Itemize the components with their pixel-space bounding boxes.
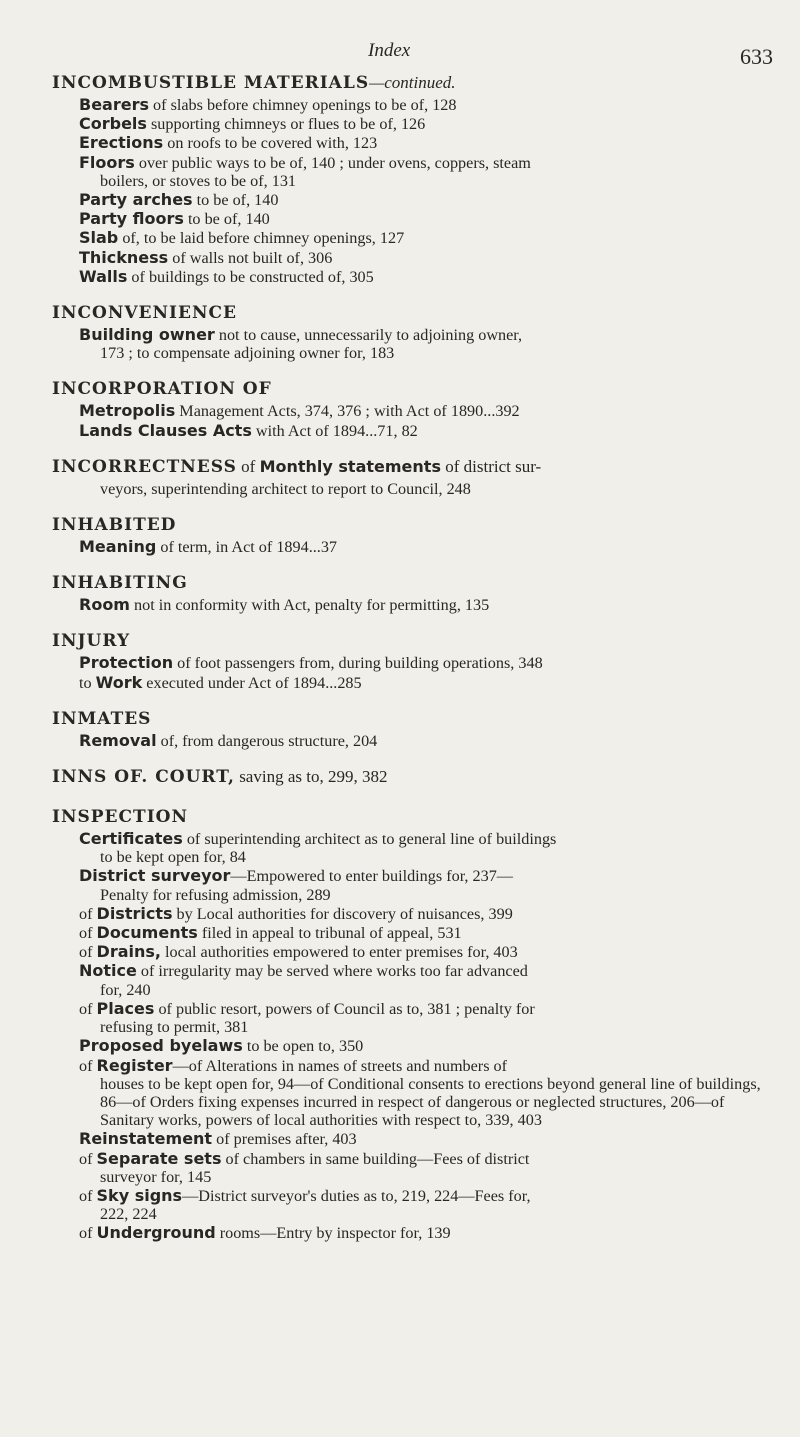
heading-text: INNS OF. COURT, xyxy=(52,767,235,788)
entry-continuation: 173 ; to compensate adjoining owner for, 183 xyxy=(100,344,395,363)
entry-keyword: Room xyxy=(79,595,130,615)
entry-keyword: Protection xyxy=(79,653,174,673)
entry-text: of irregularity may be served where works too far advanced xyxy=(136,962,528,981)
entry-text: of chambers in same building—Fees of district xyxy=(221,1149,530,1168)
entry-text: not to cause, unnecessarily to adjoining owner, xyxy=(214,326,523,345)
entry-keyword: Metropolis xyxy=(79,401,176,421)
heading-continued: —continued. xyxy=(369,73,456,92)
entry-keyword: Walls xyxy=(79,266,128,286)
entry-keyword: Register xyxy=(96,1055,173,1075)
index-section-inmates xyxy=(52,706,764,750)
entry-prefix: of xyxy=(79,1224,97,1243)
entry-prefix: of xyxy=(79,999,97,1018)
entry-text: to be open to, 350 xyxy=(242,1037,364,1056)
page-number: 633 xyxy=(740,44,773,69)
index-entry xyxy=(52,134,764,152)
entry-keyword: Places xyxy=(96,998,155,1018)
entry-text: local authorities empowered to enter premises for, 403 xyxy=(160,943,518,962)
entry-text: not in conformity with Act, penalty for permitting, 135 xyxy=(129,596,490,615)
heading-keyword: Monthly statements xyxy=(259,456,441,476)
heading-text: INCORRECTNESS xyxy=(52,456,237,477)
entry-text: to be of, 140 xyxy=(183,210,270,229)
entry-continuation: refusing to permit, 381 xyxy=(100,1018,249,1037)
index-entry xyxy=(52,905,764,923)
section-heading xyxy=(52,706,764,732)
index-entry xyxy=(52,732,764,750)
index-entry xyxy=(52,924,764,942)
index-section-incorrectness xyxy=(52,454,764,498)
index-section-inspection xyxy=(52,804,764,1242)
index-entry xyxy=(52,268,764,286)
entry-text: by Local authorities for discovery of nuisances, 399 xyxy=(172,904,513,923)
index-entry xyxy=(52,596,764,614)
entry-keyword: Lands Clauses Acts xyxy=(79,420,252,440)
entry-text: on roofs to be covered with, 123 xyxy=(163,134,378,153)
heading-tail: saving as to, 299, 382 xyxy=(234,767,388,787)
entry-prefix: of xyxy=(79,1056,97,1075)
entry-prefix: of xyxy=(79,1149,97,1168)
entry-keyword: District surveyor xyxy=(79,866,231,886)
entry-keyword: Reinstatement xyxy=(79,1129,213,1149)
entry-text: —Empowered to enter buildings for, 237— xyxy=(230,867,513,886)
index-section-inns xyxy=(52,764,764,790)
heading-text: INHABITING xyxy=(52,573,188,594)
entry-text: of premises after, 403 xyxy=(212,1130,357,1149)
entry-keyword: Bearers xyxy=(79,95,149,114)
entry-keyword: Slab xyxy=(79,228,119,248)
entry-continuation: houses to be kept open for, 94—of Conditional consents to erections beyond general line of buildings, 86—of Orders fixing expenses incurred in respect of dangerous or neglected structures, 206—of Sanitary works, powers of local authorities with respect to, 339, 403 xyxy=(100,1074,761,1130)
heading-continuation: veyors, superintending architect to report to Council, 248 xyxy=(100,479,471,498)
entry-keyword: Separate sets xyxy=(96,1148,222,1168)
index-entry xyxy=(52,96,764,114)
index-entry xyxy=(52,191,764,209)
section-heading xyxy=(52,70,764,96)
heading-tail: of xyxy=(236,456,260,476)
entry-text: supporting chimneys or flues to be of, 126 xyxy=(146,115,426,134)
entry-prefix: to xyxy=(79,673,96,692)
entry-keyword: Districts xyxy=(96,903,173,923)
entry-text: rooms—Entry by inspector for, 139 xyxy=(215,1224,451,1243)
section-heading xyxy=(52,570,764,596)
running-head: Index xyxy=(368,40,411,61)
section-heading xyxy=(52,376,764,402)
entry-text: of, to be laid before chimney openings, 127 xyxy=(118,229,405,248)
index-entry xyxy=(52,154,764,190)
entry-keyword: Building owner xyxy=(79,325,215,345)
entry-text: of, from dangerous structure, 204 xyxy=(156,731,378,750)
index-entry xyxy=(52,1057,764,1130)
entry-keyword: Meaning xyxy=(79,537,157,557)
entry-keyword: Work xyxy=(95,672,143,692)
heading-text: INHABITED xyxy=(52,515,177,536)
entry-keyword: Party arches xyxy=(79,190,193,210)
index-section-inhabited xyxy=(52,512,764,556)
index-section-inhabiting xyxy=(52,570,764,614)
entry-prefix: of xyxy=(79,904,97,923)
entry-keyword: Proposed byelaws xyxy=(79,1036,243,1056)
entry-text: of foot passengers from, during building operations, 348 xyxy=(173,654,543,673)
index-entry xyxy=(52,115,764,133)
index-section-injury xyxy=(52,628,764,691)
entry-keyword: Corbels xyxy=(79,114,147,134)
section-heading xyxy=(52,454,764,480)
heading-text: INJURY xyxy=(52,631,131,652)
section-heading xyxy=(52,804,764,830)
index-entry xyxy=(52,249,764,267)
entry-text: with Act of 1894...71, 82 xyxy=(251,421,418,440)
heading-text: INCOMBUSTIBLE MATERIALS xyxy=(52,73,370,93)
index-content xyxy=(52,70,764,1257)
index-entry xyxy=(52,538,764,556)
index-entry xyxy=(52,867,764,903)
index-entry xyxy=(52,962,764,998)
index-entry xyxy=(52,654,764,672)
index-entry xyxy=(52,1187,764,1223)
entry-keyword: Drains, xyxy=(96,942,161,962)
index-entry xyxy=(52,402,764,420)
index-section-incombustible xyxy=(52,70,764,286)
entry-text: executed under Act of 1894...285 xyxy=(142,673,362,692)
section-heading xyxy=(52,764,764,790)
entry-text: of slabs before chimney openings to be of, 128 xyxy=(149,96,457,114)
entry-keyword: Erections xyxy=(79,133,164,153)
index-entry xyxy=(52,1037,764,1055)
entry-continuation: for, 240 xyxy=(100,980,151,999)
entry-text: filed in appeal to tribunal of appeal, 531 xyxy=(197,924,462,943)
index-section-inconvenience xyxy=(52,300,764,362)
heading-text: INCORPORATION OF xyxy=(52,379,272,400)
entry-keyword: Removal xyxy=(79,730,157,750)
section-heading xyxy=(52,300,764,326)
entry-keyword: Documents xyxy=(96,923,198,943)
entry-continuation: boilers, or stoves to be of, 131 xyxy=(100,171,297,190)
index-entry xyxy=(52,830,764,866)
entry-prefix: of xyxy=(79,924,97,943)
entry-continuation: Penalty for refusing admission, 289 xyxy=(100,885,331,904)
entry-keyword: Underground xyxy=(96,1223,216,1243)
index-entry xyxy=(52,1000,764,1036)
entry-keyword: Floors xyxy=(79,152,135,172)
heading-text: INSPECTION xyxy=(52,807,188,828)
heading-text: INMATES xyxy=(52,708,152,729)
index-entry xyxy=(52,229,764,247)
section-heading xyxy=(52,628,764,654)
index-entry xyxy=(52,674,764,692)
entry-text: of walls not built of, 306 xyxy=(168,248,333,267)
entry-prefix: of xyxy=(79,1186,97,1205)
index-entry xyxy=(52,943,764,961)
entry-continuation: 222, 224 xyxy=(100,1205,157,1224)
heading-text: INCONVENIENCE xyxy=(52,303,237,324)
entry-text: of superintending architect as to general line of buildings xyxy=(182,830,557,849)
entry-continuation: surveyor for, 145 xyxy=(100,1167,212,1186)
entry-text: of buildings to be constructed of, 305 xyxy=(127,267,374,286)
entry-text: —of Alterations in names of streets and numbers of xyxy=(172,1056,508,1075)
index-entry xyxy=(52,326,764,362)
heading-tail-text: of district sur- xyxy=(440,456,542,476)
entry-text: of public resort, powers of Council as to, 381 ; penalty for xyxy=(154,999,535,1018)
entry-text: of term, in Act of 1894...37 xyxy=(156,538,338,557)
entry-text: Management Acts, 374, 376 ; with Act of 1890...392 xyxy=(175,402,520,421)
entry-continuation: to be kept open for, 84 xyxy=(100,848,246,867)
index-entry xyxy=(52,210,764,228)
entry-keyword: Certificates xyxy=(79,829,183,849)
index-entry xyxy=(52,1150,764,1186)
index-entry xyxy=(52,1224,764,1242)
index-section-incorporation xyxy=(52,376,764,439)
section-heading xyxy=(52,512,764,538)
entry-text: —District surveyor's duties as to, 219, 224—Fees for, xyxy=(182,1186,531,1205)
entry-keyword: Notice xyxy=(79,961,137,981)
entry-keyword: Thickness xyxy=(79,247,169,267)
index-entry xyxy=(52,1130,764,1148)
entry-prefix: of xyxy=(79,943,97,962)
entry-keyword: Sky signs xyxy=(96,1185,183,1205)
index-entry xyxy=(52,422,764,440)
entry-text: over public ways to be of, 140 ; under ovens, coppers, steam xyxy=(134,153,531,172)
entry-keyword: Party floors xyxy=(79,209,184,229)
entry-text: to be of, 140 xyxy=(192,191,279,210)
